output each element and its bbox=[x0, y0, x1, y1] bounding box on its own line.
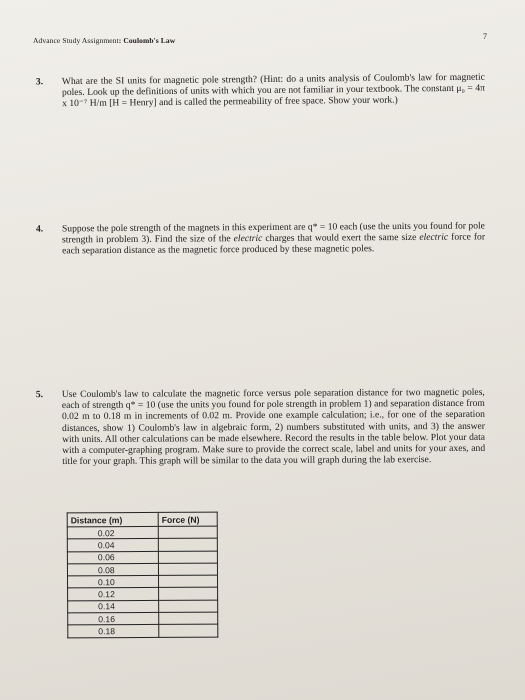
column-header-force: Force (N) bbox=[158, 512, 217, 526]
force-cell[interactable] bbox=[158, 563, 217, 576]
distance-cell: 0.04 bbox=[67, 539, 158, 552]
assignment-title: Coulomb's Law bbox=[123, 36, 176, 45]
question-3 bbox=[36, 72, 485, 110]
distance-cell: 0.12 bbox=[68, 588, 159, 601]
distance-cell: 0.16 bbox=[68, 612, 159, 625]
table-row bbox=[68, 612, 218, 625]
force-cell[interactable] bbox=[158, 551, 217, 564]
table-row bbox=[68, 600, 218, 613]
force-cell[interactable] bbox=[158, 526, 217, 539]
force-cell[interactable] bbox=[158, 538, 217, 551]
question-text: Suppose the pole strength of the magnets in this experiment are q* = 10 each (use the units you found for pole strength in problem 3). Find the size of the electric charges that would exert the same size electric force for each separation distance as the magnetic force produced by these magnetic poles. bbox=[61, 220, 486, 257]
table-row bbox=[68, 624, 218, 637]
force-cell[interactable] bbox=[159, 624, 218, 637]
table-row bbox=[68, 575, 218, 588]
table-row bbox=[67, 551, 217, 564]
column-header-distance: Distance (m) bbox=[67, 512, 158, 526]
table-row bbox=[67, 563, 217, 576]
course-label: Advance Study Assignment bbox=[33, 36, 119, 45]
distance-cell: 0.02 bbox=[67, 526, 158, 539]
distance-cell: 0.18 bbox=[68, 625, 159, 638]
question-5 bbox=[36, 387, 485, 468]
force-cell[interactable] bbox=[159, 575, 218, 588]
table-row bbox=[68, 588, 218, 601]
question-text: What are the SI units for magnetic pole strength? (Hint: do a units analysis of Coulomb's law for magnetic poles. Look up the definitions of units with which you are not familiar in your textbook. The constant μ₀ = 4π x 10⁻⁷ H/m [H = Henry] and is called the permeability of free space. Show your work.) bbox=[61, 71, 486, 110]
table-row bbox=[67, 538, 217, 551]
force-cell[interactable] bbox=[159, 600, 218, 613]
distance-cell: 0.14 bbox=[68, 600, 159, 613]
force-cell[interactable] bbox=[159, 588, 218, 601]
table-header-row bbox=[67, 512, 217, 527]
question-number: 4. bbox=[35, 223, 44, 235]
question-number: 5. bbox=[35, 389, 44, 401]
distance-cell: 0.08 bbox=[67, 563, 158, 576]
page-number: 7 bbox=[483, 32, 487, 41]
distance-cell: 0.06 bbox=[67, 551, 158, 564]
question-4 bbox=[36, 220, 485, 257]
distance-force-table bbox=[67, 512, 219, 638]
distance-cell: 0.10 bbox=[68, 576, 159, 589]
question-number: 3. bbox=[35, 76, 44, 88]
table-row bbox=[67, 526, 217, 539]
question-text: Use Coulomb's law to calculate the magnetic force versus pole separation distance for two magnetic poles, each of strength q* = 10 (use the units you found for pole strength in problem 1) and separation distance from 0.02 m to 0.18 m in increments of 0.02 m. Provide one example calculation; i.e., for one of the separation distances, show 1) Coulomb's law in algebraic form, 2) numbers substituted with units, and 3) the answer with units. All other calculations can be made elsewhere. Record the results in the table below. Plot your data with a computer-graphing program. Make sure to provide the correct scale, label and units for your axes, and title for your graph. This graph will be similar to the data you will graph during the lab exercise. bbox=[61, 386, 486, 468]
force-cell[interactable] bbox=[159, 612, 218, 625]
page-header: Advance Study Assignment: Coulomb's Law bbox=[33, 36, 176, 45]
